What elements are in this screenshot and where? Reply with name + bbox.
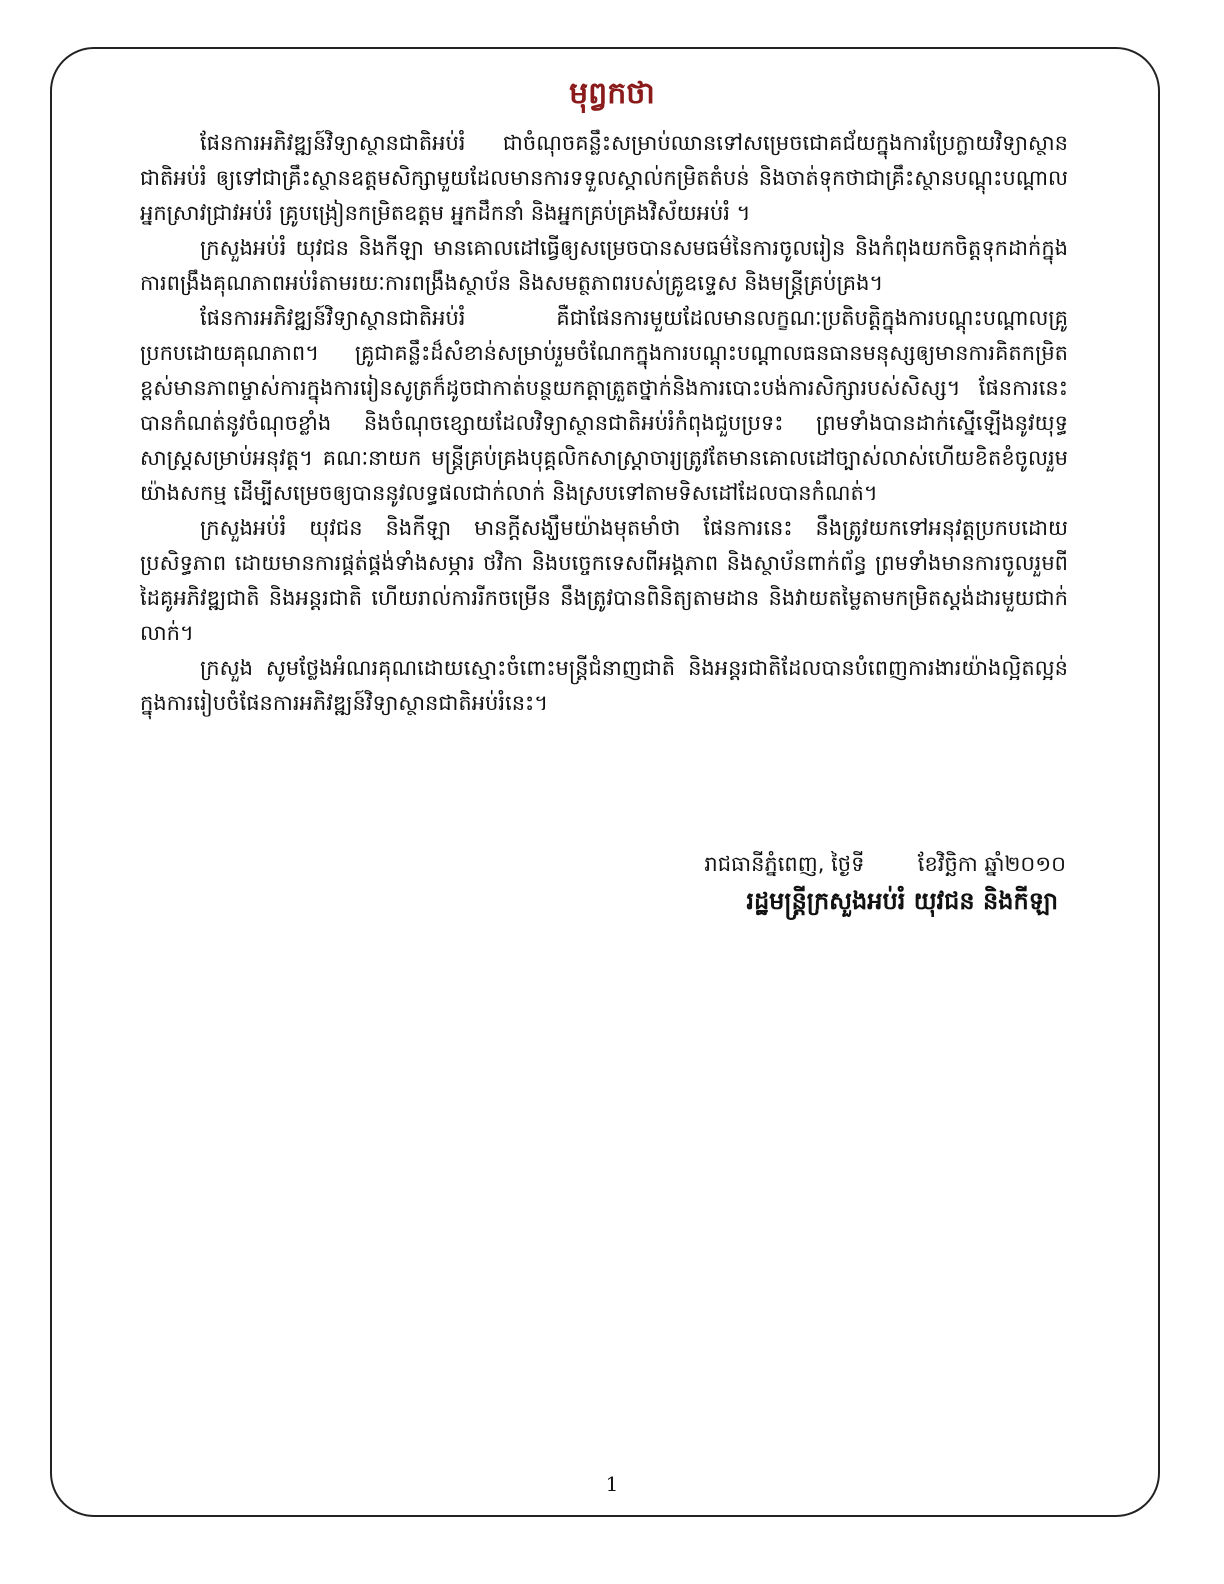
signature-title: រដ្ឋមន្ត្រីក្រសួងអប់រំ យុវជន និងកីឡា xyxy=(746,887,1058,915)
document-title: មុព្វកថា xyxy=(569,76,655,111)
paragraph-2: ក្រសួងអប់រំ យុវជន និងកីឡា មានគោលដៅធ្វើឲ្យសម្រេចបានសមធម៌នៃការចូលរៀន និងកំពុងយកចិត្តទុកដាក់ក្នុងការពង្រឹងគុណភាពអប់រំតាមរយៈការពង្រឹងស្ថាប័ន និងសមត្ថភាពរបស់គ្រូឧទ្ទេស និងមន្ត្រីគ្រប់គ្រង។ xyxy=(140,236,1068,295)
page-number: 1 xyxy=(605,1472,619,1496)
paragraph-4: ក្រសួងអប់រំ យុវជន និងកីឡា មានក្តីសង្ឃឹមយ៉ាងមុតមាំថា ផែនការនេះ នឹងត្រូវយកទៅអនុវត្តប្រកបដោយប្រសិទ្ធភាព ដោយមានការផ្គត់ផ្គង់ទាំងសម្ភារ ថវិកា និងបច្ចេកទេសពីអង្គភាព និងស្ថាប័នពាក់ព័ន្ធ ព្រមទាំងមានការចូលរួមពីដៃគូអភិវឌ្ឍជាតិ និងអន្តរជាតិ ហើយរាល់ការរីកចម្រើន នឹងត្រូវបានពិនិត្យតាមដាន និងវាយតម្លៃតាមកម្រិតស្តង់ដារមួយជាក់លាក់។ xyxy=(140,516,1068,645)
paragraph-3: ផែនការអភិវឌ្ឍន៍វិទ្យាស្ថានជាតិអប់រំ គឺជាផែនការមួយដែលមានលក្ខណៈប្រតិបត្តិក្នុងការបណ្តុះបណ្តាលគ្រូប្រកបដោយគុណភាព។ គ្រូជាគន្លឹះដ៏សំខាន់សម្រាប់រួមចំណែកក្នុងការបណ្តុះបណ្តាលធនធានមនុស្សឲ្យមានការគិតកម្រិតខ្ពស់មានភាពម្ចាស់ការក្នុងការរៀនសូត្រក៏ដូចជាកាត់បន្ថយកត្តាត្រួតថ្នាក់និងការបោះបង់ការសិក្សារបស់សិស្ស។ ផែនការនេះបានកំណត់នូវចំណុចខ្លាំង និងចំណុចខ្សោយដែលវិទ្យាស្ថានជាតិអប់រំកំពុងជួបប្រទះ ព្រមទាំងបានដាក់ស្នើឡើងនូវយុទ្ធសាស្ត្រសម្រាប់អនុវត្ត។ គណៈនាយក មន្ត្រីគ្រប់គ្រងបុគ្គលិកសាស្ត្រាចារ្យត្រូវតែមានគោលដៅច្បាស់លាស់ហើយខិតខំចូលរួមយ៉ាងសកម្ម ដើម្បីសម្រេចឲ្យបាននូវលទ្ធផលជាក់លាក់ និងស្របទៅតាមទិសដៅដែលបានកំណត់។ xyxy=(140,306,1068,505)
document-body xyxy=(140,126,1068,721)
paragraph-5: ក្រសួង សូមថ្លែងអំណរគុណដោយស្មោះចំពោះមន្ត្រីជំនាញជាតិ និងអន្តរជាតិដែលបានបំពេញការងារយ៉ាងល្អិតល្អន់ក្នុងការរៀបចំផែនការអភិវឌ្ឍន៍វិទ្យាស្ថានជាតិអប់រំនេះ។ xyxy=(140,656,1068,715)
dateline: រាជធានីភ្នំពេញ, ថ្ងៃទី ខែវិច្ឆិកា ឆ្នាំ២០១០ xyxy=(704,852,1066,876)
paragraph-1: ផែនការអភិវឌ្ឍន៍វិទ្យាស្ថានជាតិអប់រំ ជាចំណុចគន្លឹះសម្រាប់ឈានទៅសម្រេចជោគជ័យក្នុងការប្រែក្លាយវិទ្យាស្ថានជាតិអប់រំ ឲ្យទៅជាគ្រឹះស្ថានឧត្តមសិក្សាមួយដែលមានការទទួលស្គាល់កម្រិតតំបន់ និងចាត់ទុកថាជាគ្រឹះស្ថានបណ្តុះបណ្តាលអ្នកស្រាវជ្រាវអប់រំ គ្រូបង្រៀនកម្រិតឧត្តម អ្នកដឹកនាំ និងអ្នកគ្រប់គ្រងវិស័យអប់រំ ។ xyxy=(140,131,1068,225)
